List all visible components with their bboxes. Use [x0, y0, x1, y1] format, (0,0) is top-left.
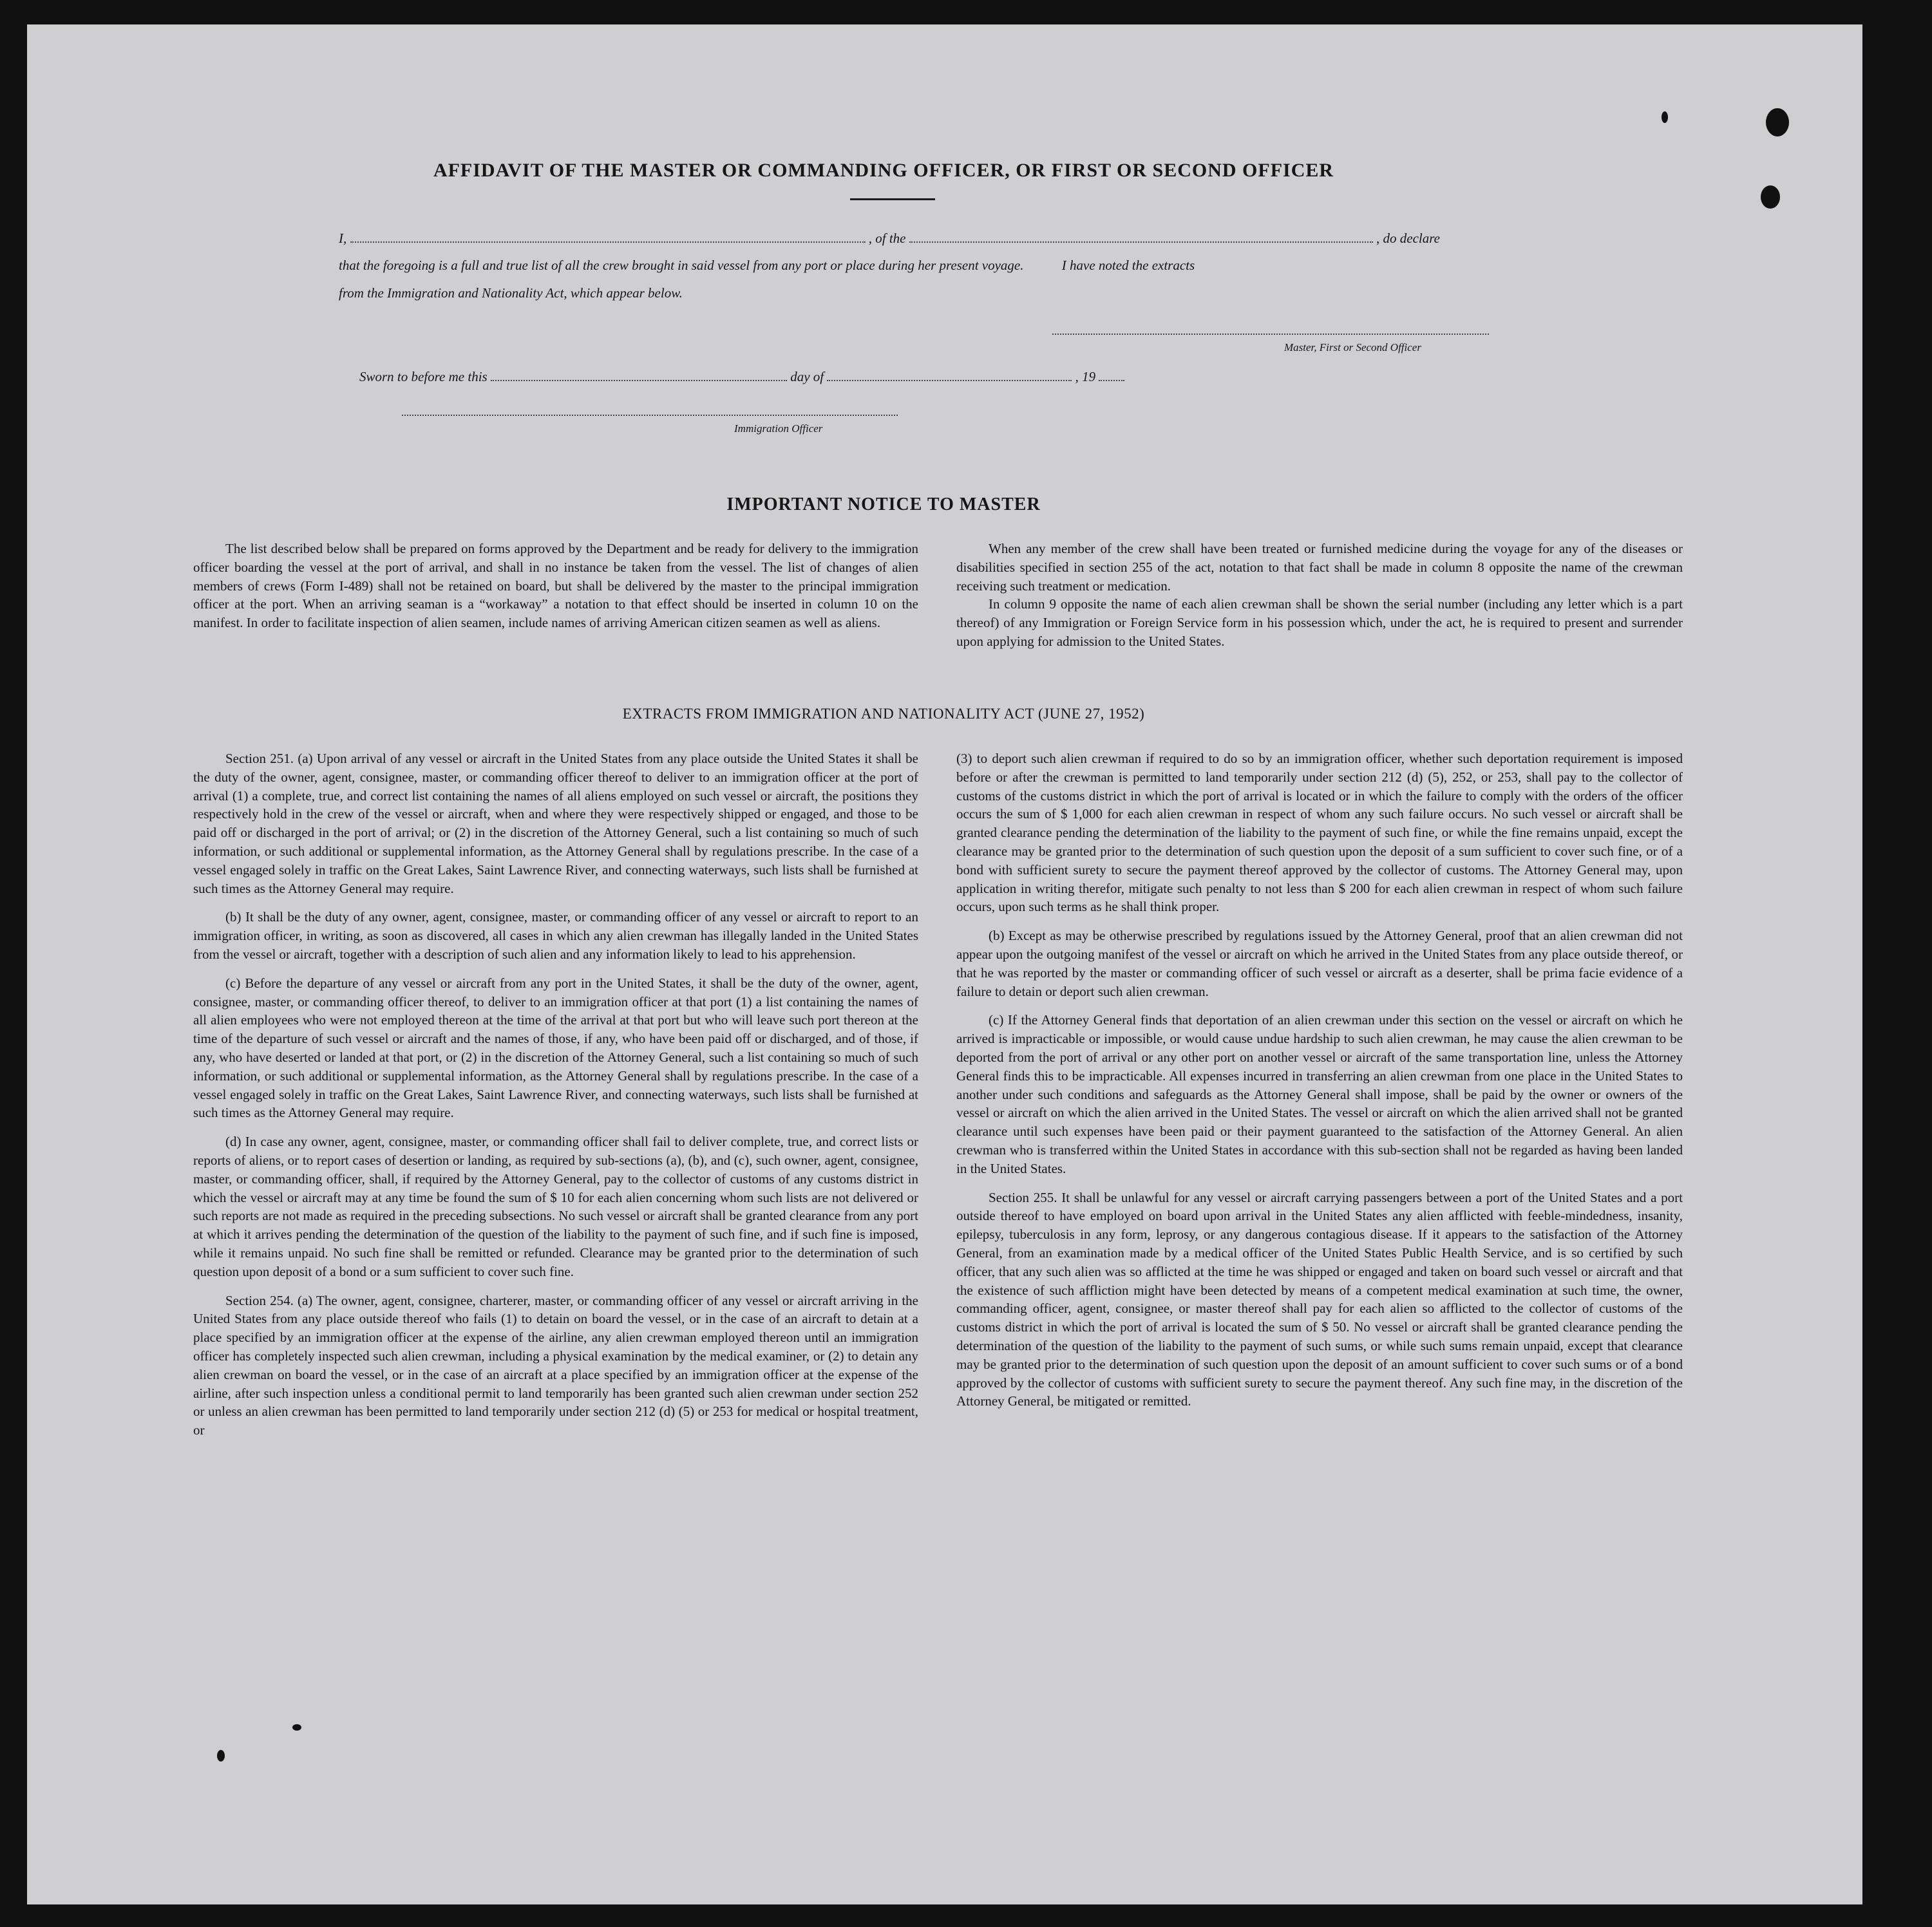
sworn-year-blank	[1099, 380, 1124, 381]
section-251-d: (d) In case any owner, agent, consignee, master, or commanding officer shall fail to deliver complete, true, and correct lists or reports of aliens, or to report cases of desertion or landing, as required by sub-sections (a), (b), and (c), such owner, agent, consignee, master, or commanding officer, shall, if required by the Attorney General, pay to the collector of customs of any customs district in which the vessel or aircraft may at any time be found the sum of $ 10 for each alien concerning whom such lists are not delivered or such reports are not made as required in the preceding subsections. No such vessel or aircraft shall be granted clearance from any port at which it arrives pending the determination of the question of the liability to the payment of such fine, and if such fine is imposed, while it remains unpaid. No such fine shall be remitted or refunded. Clearance may be granted prior to the determination of such question upon deposit of a bond or a sum sufficient to cover such fine.	[193, 1134, 918, 1279]
extracts-left-column	[193, 749, 918, 1450]
notice-left-column	[193, 540, 918, 632]
sworn-line	[359, 369, 1124, 385]
scan-speck	[1662, 111, 1668, 123]
affidavit-statement-line	[339, 258, 1195, 274]
section-254-a: Section 254. (a) The owner, agent, consignee, charterer, master, or commanding officer of any vessel or aircraft arriving in the United States from any place outside thereof who fails (1) to detain on board the vessel, or in the case of an aircraft to detain at a place specified by an immigration officer at the expense of the airline, any alien crewman employed thereon until an immigration officer has completely inspected such alien crewman, including a physical examination by the medical examiner, or (2) to detain any alien crewman on board the vessel, or in the case of an aircraft at a place specified by an immigration officer at the expense of the airline, after such inspection unless a conditional permit to land temporarily has been granted such alien crewman under section 252 or unless an alien crewman has been permitted to land temporarily under section 212 (d) (5) or 253 for medical or hospital treatment, or	[193, 1292, 918, 1438]
notice-left-paragraph: The list described below shall be prepared on forms approved by the Department and be ready for delivery to the immigration officer boarding the vessel at the port of arrival, and shall in no instance be taken from the vessel. The list of changes of alien members of crews (Form I-489) shall not be retained on board, but shall be delivered by the master to the principal immigration officer at the port. When an arriving seaman is a “workaway” a notation to that effect should be inserted in column 10 on the manifest. In order to facilitate inspection of alien seamen, include names of arriving American citizen seamen as well as aliens.	[193, 541, 918, 631]
binder-hole-mark	[1761, 185, 1780, 209]
scan-speck	[292, 1724, 301, 1731]
sworn-year: , 19	[1075, 369, 1096, 384]
master-signature-line	[1052, 334, 1489, 335]
section-254-b: (b) Except as may be otherwise prescribed by regulations issued by the Attorney General, proof that an alien crewman did not appear upon the outgoing manifest of the vessel or aircraft on which he arrived in the United States from any place outside thereof, or that he was reported by the master or commanding officer of such vessel or aircraft as a deserter, shall be prima facie evidence of a failure to detain or deport such alien crewman.	[956, 928, 1683, 999]
name-blank	[350, 241, 866, 243]
section-254-c: (c) If the Attorney General finds that deportation of an alien crewman under this section on the vessel or aircraft on which he arrived is impracticable or impossible, or would cause undue hardship to such alien crewman, he may cause the alien crewman to be deported from the port of arrival or any other port on another vessel or aircraft of the same transportation line, unless the Attorney General finds this to be impracticable. All expenses incurred in transferring an alien crewman from one place in the United States to another under such conditions and safeguards as the Attorney General shall impose, shall be paid by the owner or owners of the vessel or aircraft on which the alien arrived in the United States. The vessel or aircraft on which the alien arrived shall not be granted clearance until such expenses have been paid or their payment guaranteed to the satisfaction of the Attorney General. An alien crewman who is transferred within the United States in accordance with this sub-section shall not be regarded as having been landed in the United States.	[956, 1012, 1683, 1176]
affidavit-statement-text: that the foregoing is a full and true list of all the crew brought in said vessel from any port or place during her present voyage.	[339, 258, 1024, 273]
notice-right-paragraph-2: In column 9 opposite the name of each alien crewman shall be shown the serial number (including any letter which is a part thereof) of any Immigration or Foreign Service form in his possession which, under the act, he is required to present and surrender upon applying for admission to the United States.	[956, 596, 1683, 649]
extracts-title: EXTRACTS FROM IMMIGRATION AND NATIONALITY ACT (JUNE 27, 1952)	[622, 706, 1145, 722]
sworn-day-blank	[491, 380, 787, 381]
title-underline	[850, 198, 935, 200]
section-251-b: (b) It shall be the duty of any owner, agent, consignee, master, or commanding officer of any vessel or aircraft to report to an immigration officer, in writing, as soon as discovered, all cases in which any alien crewman has illegally landed in the United States from the vessel or aircraft, together with a description of such alien and any information likely to lead to his apprehension.	[193, 909, 918, 962]
affidavit-i-label: I,	[339, 230, 347, 246]
scan-speck	[217, 1750, 225, 1762]
officer-signature-line	[402, 415, 898, 416]
affidavit-title: AFFIDAVIT OF THE MASTER OR COMMANDING OFFICER, OR FIRST OR SECOND OFFICER	[433, 160, 1334, 181]
affidavit-declare-label: , do declare	[1376, 230, 1440, 246]
sworn-month-blank	[827, 380, 1072, 381]
affidavit-statement-right: I have noted the extracts	[1061, 258, 1195, 273]
affidavit-extracts-line: from the Immigration and Nationality Act, which appear below.	[339, 285, 683, 301]
master-signature-label: Master, First or Second Officer	[1284, 341, 1421, 353]
affidavit-of-the-label: , of the	[868, 230, 906, 246]
vessel-blank	[909, 241, 1373, 243]
sworn-prefix: Sworn to before me this	[359, 369, 488, 384]
notice-title: IMPORTANT NOTICE TO MASTER	[726, 494, 1041, 514]
section-255: Section 255. It shall be unlawful for any vessel or aircraft carrying passengers between a port of the United States and a port outside thereof to have employed on board upon arrival in the United States any alien afflicted with feeble-mindedness, insanity, epilepsy, tuberculosis in any form, leprosy, or any dangerous contagious disease. If it appears to the satisfaction of the Attorney General, from an examination made by a medical officer of the United States Public Health Service, and is so certified by such officer, that any such alien was so afflicted at the time he was shipped or engaged and taken on board such vessel or aircraft and that the existence of such affliction might have been detected by means of a competent medical examination at such time, the owner, commanding officer, agent, consignee, or master thereof shall pay for each alien so afflicted to the collector of customs of the customs district in which the port of arrival is located the sum of $ 50. No vessel or aircraft shall be granted clearance pending the determination of the question of the liability to the payment of such sums, or while such sums remain unpaid, except that clearance may be granted prior to the determination of such question upon the deposit of an amount sufficient to cover such sums or of a bond approved by the collector of customs with sufficient surety to secure the payment thereof. Any such fine may, in the discretion of the Attorney General, be mitigated or remitted.	[956, 1189, 1683, 1409]
notice-right-paragraph-1: When any member of the crew shall have been treated or furnished medicine during the voyage for any of the diseases or disabilities specified in section 255 of the act, notation to that fact shall be made in column 8 opposite the name of the crewman receiving such treatment or medication.	[956, 541, 1683, 594]
officer-signature-label: Immigration Officer	[734, 422, 823, 435]
section-251-a: Section 251. (a) Upon arrival of any vessel or aircraft in the United States from any place outside the United States it shall be the duty of the owner, agent, consignee, master, or commanding officer thereof to deliver to an immigration officer at the port of arrival (1) a complete, true, and correct list containing the names of all aliens employed on such vessel or aircraft, the positions they respectively hold in the crew of the vessel or aircraft, when and where they were respectively shipped or engaged, and those to be paid off or discharged in the port of arrival; or (2) in the discretion of the Attorney General, such a list containing so much of such information, or such additional or supplemental information, as the Attorney General shall by regulations prescribe. In the case of a vessel engaged solely in traffic on the Great Lakes, Saint Lawrence River, and connecting waterways, such lists shall be furnished at such times as the Attorney General may require.	[193, 751, 918, 896]
section-251-c: (c) Before the departure of any vessel or aircraft from any port in the United States, it shall be the duty of the owner, agent, consignee, master, or commanding officer thereof, to deliver to an immigration officer at that port (1) a list containing the names of all alien employees who were not employed thereon at the time of the arrival at that port but who will leave such port thereon at the time of the departure of such vessel or aircraft and the names of those, if any, who have been paid off or discharged, and of those, if any, who have deserted or landed at that port, or (2) in the discretion of the Attorney General, such a list containing so much of such information, or such additional or supplemental information, as the Attorney General shall by regulations prescribe. In the case of a vessel engaged solely in traffic on the Great Lakes, Saint Lawrence River, and connecting waterways, such lists shall be furnished at such times as the Attorney General may require.	[193, 975, 918, 1121]
section-254-a-cont: (3) to deport such alien crewman if required to do so by an immigration officer, whether such deportation requirement is imposed before or after the crewman is permitted to land temporarily under section 212 (d) (5), 252, or 253, shall pay to the collector of customs of the customs district in which the port of arrival is located or in which the failure to comply with the orders of the officer occurs the sum of $ 1,000 for each alien crewman in respect of whom any such failure occurs. No such vessel or aircraft shall be granted clearance pending the determination of the liability to the payment of such fine, or while the fine remains unpaid, except the clearance may be granted prior to the determination of such question upon the deposit of a sum sufficient to cover such fine, or of a bond with sufficient surety to secure the payment thereof approved by the collector of customs. The Attorney General may, upon application in writing therefor, mitigate such penalty to not less than $ 200 for each alien crewman in respect of whom such failure occurs, upon such terms as he shall think proper.	[956, 751, 1683, 915]
sworn-day-of: day of	[790, 369, 824, 384]
binder-hole-mark	[1766, 108, 1789, 136]
notice-right-column	[956, 540, 1683, 661]
document-page	[27, 24, 1862, 1904]
affidavit-declaration-line	[339, 230, 1440, 247]
extracts-right-column	[956, 749, 1683, 1421]
